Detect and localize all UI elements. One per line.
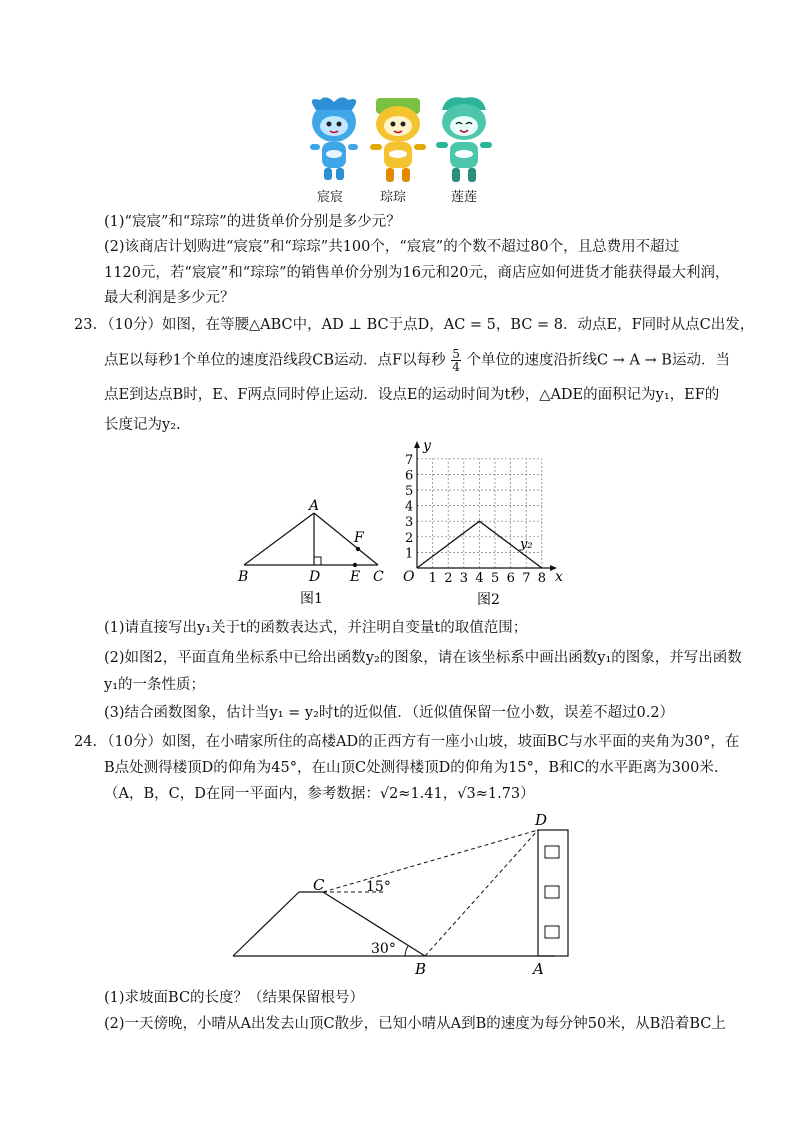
- fig2-y-tick: 7: [405, 452, 414, 468]
- fig2-y-tick: 1: [405, 546, 414, 562]
- fig1-label-E: E: [350, 569, 361, 585]
- q23-sub2-line1: (2)如图2，平面直角坐标系中已给出函数y₂的图象，请在该坐标系中画出函数y₁的图象，并写出函数: [104, 650, 742, 666]
- fig2-y-tick: 2: [405, 530, 414, 546]
- q24-label-A: A: [533, 960, 544, 978]
- fig2-x-tick: 8: [537, 571, 547, 586]
- q23-stem-line2a: 点E以每秒1个单位的速度沿线段CB运动．点F以每秒: [104, 352, 446, 369]
- q23-stem-line4: 长度记为y₂.: [104, 417, 181, 433]
- q24-sub2: (2)一天傍晚，小晴从A出发去山顶C散步，已知小晴从A到B的速度为每分钟50米，从B沿着BC上: [104, 1016, 726, 1032]
- q22-sub2-line1: (2)该商店计划购进“宸宸”和“琮琮”共100个，“宸宸”的个数不超过80个，且总费用不超过: [104, 239, 680, 255]
- fig2-x-tick: 4: [475, 571, 484, 586]
- mascot-chenchen: [310, 97, 358, 180]
- mascot-name-chenchen: 宸宸: [317, 190, 344, 205]
- fig2-origin-label: O: [403, 569, 415, 585]
- q24-stem-line3: （A，B，C，D在同一平面内，参考数据：√2≈1.41，√3≈1.73）: [104, 786, 535, 802]
- fig2-y-tick: 4: [405, 499, 414, 515]
- q23-figure2: [395, 438, 570, 610]
- mascot-lianlian: [436, 97, 492, 182]
- q23-figure1: [230, 495, 400, 610]
- q24-label-B: B: [415, 960, 427, 978]
- q24-sub1: (1)求坡面BC的长度？（结果保留根号）: [104, 990, 365, 1006]
- fig1-label-C: C: [373, 569, 384, 585]
- q24-angle-30: 30°: [371, 941, 396, 957]
- fig1-label-B: B: [238, 569, 249, 585]
- fig2-x-tick: 2: [444, 571, 453, 586]
- q24-stem-line2: B点处测得楼顶D的仰角为45°，在山顶C处测得楼顶D的仰角为15°，B和C的水平距离为300米.: [104, 760, 719, 776]
- q24-angle-15: 15°: [366, 879, 391, 895]
- fig2-x-tick: 6: [506, 571, 515, 586]
- fig2-curve-label: y₂: [520, 537, 533, 552]
- q23-fraction: [451, 348, 461, 373]
- fig2-x-label: x: [555, 569, 563, 585]
- q24-figure: [225, 810, 585, 980]
- fig1-label-D: D: [309, 569, 321, 585]
- mascot-congcong: [370, 98, 426, 182]
- q23-score: （10分）: [100, 317, 162, 333]
- q22-sub2-line3: 最大利润是多少元？: [104, 290, 235, 306]
- fig1-label-A: A: [309, 498, 320, 514]
- q24-label-D: D: [535, 811, 548, 829]
- q23-stem-line3: 点E到达点B时，E、F两点同时停止运动．设点E的运动时间为t秒，△ADE的面积记为y₁，EF的: [104, 387, 720, 403]
- mascot-illustration: [296, 92, 506, 188]
- fig2-y-tick: 3: [405, 515, 414, 531]
- fig2-y-tick: 6: [405, 468, 414, 484]
- q23-stem-line2b: 个单位的速度沿折线C → A → B运动．当: [466, 352, 730, 369]
- fig2-x-tick: 7: [522, 571, 531, 586]
- q23-sub1: (1)请直接写出y₁关于t的函数表达式，并注明自变量t的取值范围；: [104, 620, 528, 636]
- q23-sub3: (3)结合函数图象，估计当y₁ = y₂时t的近似值．（近似值保留一位小数，误差不超过0.2）: [104, 705, 675, 721]
- q23-stem-line2: [104, 348, 730, 373]
- q22-sub1: (1)“宸宸”和“琮琮”的进货单价分别是多少元？: [104, 214, 401, 230]
- fig2-x-tick: 1: [428, 571, 437, 586]
- q23-stem-line1: 如图，在等腰△ABC中，AD ⊥ BC于点D，AC = 5，BC = 8．动点E，F同时从点C出发，: [162, 317, 755, 333]
- q24-score: （10分）: [100, 734, 162, 750]
- fig1-caption: 图1: [300, 591, 323, 607]
- fig2-caption: 图2: [477, 592, 500, 608]
- fig2-y-tick: 5: [405, 484, 414, 499]
- mascot-name-lianlian: 莲莲: [451, 190, 478, 205]
- q24-stem-line1: 如图，在小晴家所住的高楼AD的正西方有一座小山坡，坡面BC与水平面的夹角为30°，在: [162, 734, 740, 750]
- q24-label-C: C: [313, 876, 325, 894]
- q24-number: 24.: [74, 734, 98, 750]
- fig1-label-F: F: [354, 530, 364, 546]
- q22-sub2-line2: 1120元，若“宸宸”和“琮琮”的销售单价分别为16元和20元，商店应如何进货才能获得最大利润，: [104, 265, 730, 281]
- fig2-y-label: y: [423, 438, 431, 454]
- mascot-name-congcong: 琮琮: [380, 190, 407, 205]
- fraction-denominator: 4: [452, 360, 460, 374]
- fig2-x-tick: 5: [491, 571, 500, 586]
- fraction-numerator: 5: [452, 347, 460, 361]
- q23-sub2-line2: y₁的一条性质；: [104, 677, 206, 693]
- fig2-x-tick: 3: [459, 571, 469, 586]
- q23-number: 23.: [74, 317, 98, 333]
